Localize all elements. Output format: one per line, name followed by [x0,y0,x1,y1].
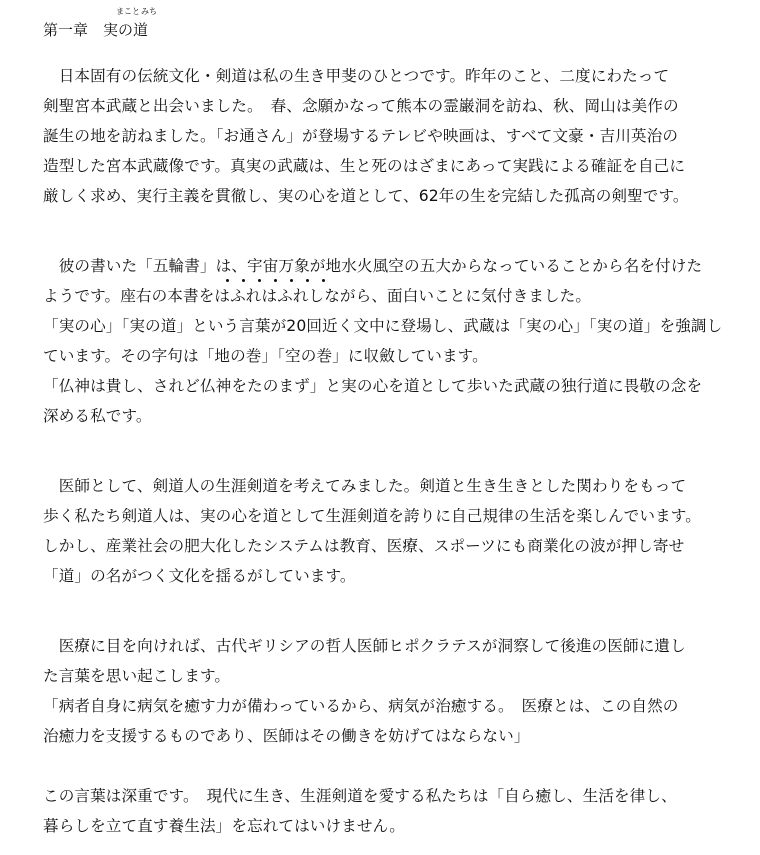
paragraph-3-line-3: しかし、産業社会の肥大化したシステムは教育、医療、スポーツにも商業化の波が押し寄せ [43,537,685,555]
paragraph-4-line-1: 医療に目を向ければ、古代ギリシアの哲人医師ヒポクラテスが洞察して後進の医師に遺し [43,637,686,655]
paragraph-2-line-3: 「実の心」「実の道」という言葉が20回近く文中に登場し、武蔵は「実の心」「実の道」を強調し [43,317,723,335]
paragraph-2-line-2: ようです。座右の本書をはふれはふれしながら、面白いことに気付きました。 [43,287,592,305]
paragraph-2-line-1: 彼の書いた「五輪書」は、宇宙万象が地水火風空の五大からなっていることから名を付けた [43,257,703,275]
paragraph-5-line-2: 暮らしを立て直す養生法」を忘れてはいけません。 [43,817,405,835]
paragraph-1-line-3: 誕生の地を訪ねました。「お通さん」が登場するテレビや映画は、すべて文豪・吉川英治の [43,127,679,145]
chapter-number: 第一章 [43,21,89,39]
ruby-makoto: まこと [116,7,140,16]
paragraph-1-line-2: 剣聖宮本武蔵と出会いました。 春、念願かなって熊本の霊巌洞を訪ね、秋、岡山は美作の [43,97,679,115]
paragraph-4-line-4: 治癒力を支援するものであり、医師はその働きを妨げてはならない」 [43,727,530,745]
paragraph-1-line-4: 造型した宮本武蔵像です。真実の武蔵は、生と死のはざまにあって実践による確証を自己に [43,157,686,175]
emphasis-dots [226,279,346,285]
paragraph-3-line-1: 医師として、剣道人の生涯剣道を考えてみました。剣道と生き生きとした関わりをもって [43,477,687,495]
paragraph-2-line-5: 「仏神は貴し、されど仏神をたのまず」と実の心を道として歩いた武蔵の独行道に畏敬の念を [43,377,703,395]
paragraph-4-line-3: 「病者自身に病気を癒す力が備わっているから、病気が治癒する。 医療とは、この自然の [43,697,679,715]
chapter-title: 実の道 [103,21,149,39]
paragraph-1-line-1: 日本固有の伝統文化・剣道は私の生き甲斐のひとつです。昨年のこと、二度にわたって [43,67,670,85]
paragraph-5-line-1: この言葉は深重です。 現代に生き、生涯剣道を愛する私たちは「自ら癒し、生活を律し、 [43,787,677,805]
paragraph-3-line-4: 「道」の名がつく文化を揺るがしています。 [43,567,356,585]
paragraph-3-line-2: 歩く私たち剣道人は、実の心を道として生涯剣道を誇りに自己規律の生活を楽しんでいます。 [43,507,701,525]
paragraph-1-line-5: 厳しく求め、実行主義を貫徹し、実の心を道として、62年の生を完結した孤高の剣聖です。 [43,187,689,205]
paragraph-2-line-6: 深める私です。 [43,407,152,425]
paragraph-4-line-2: た言葉を思い起こします。 [43,667,231,685]
ruby-michi: みち [141,7,157,16]
paragraph-2-line-4: ています。その字句は「地の巻」「空の巻」に収斂しています。 [43,347,488,365]
